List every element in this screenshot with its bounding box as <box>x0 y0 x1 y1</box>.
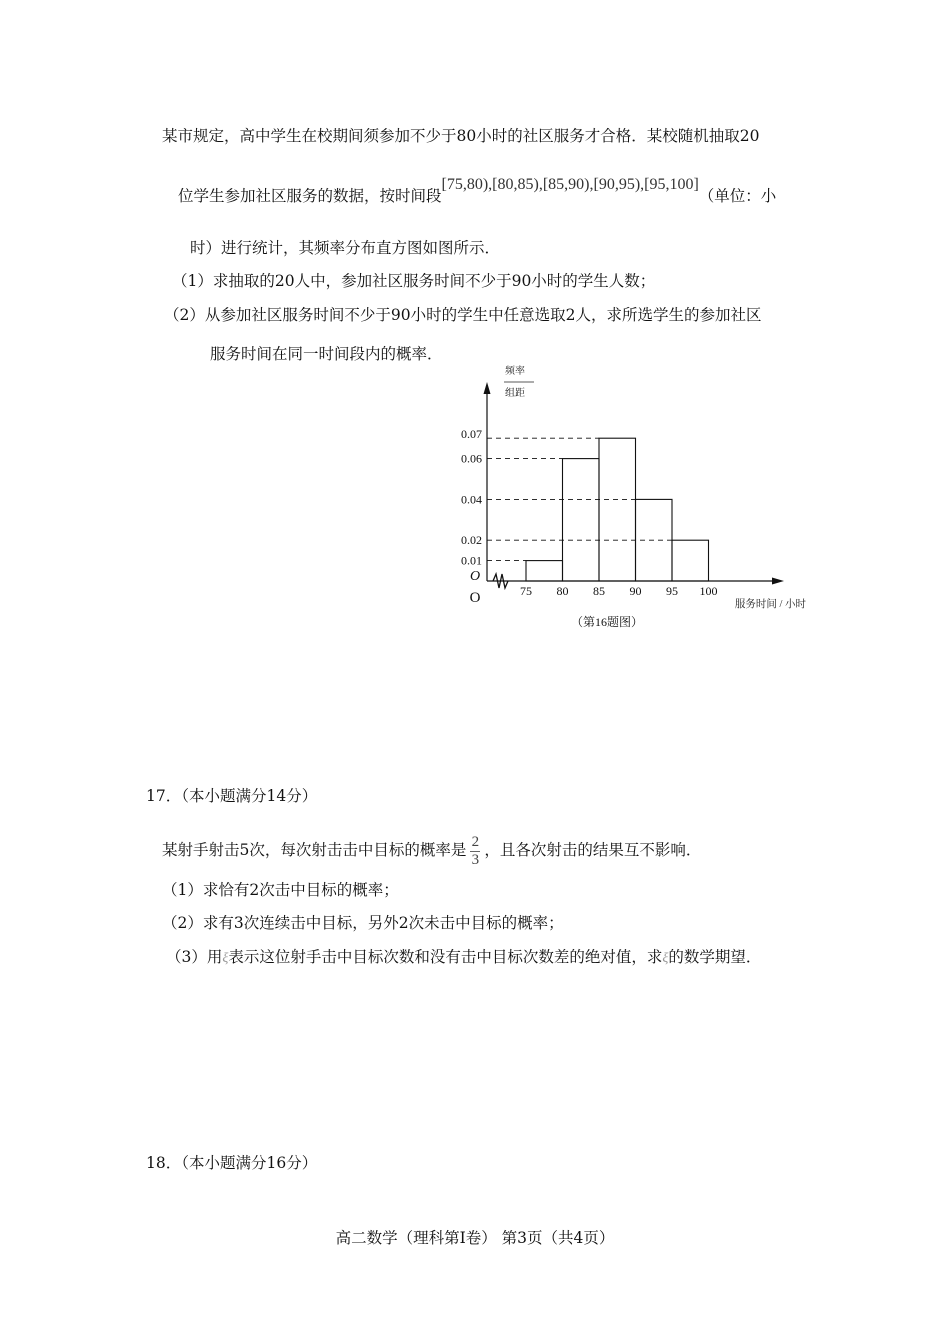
q18-header: 18．（本小题满分16分） <box>146 1154 318 1172</box>
fraction-denominator: 3 <box>471 851 480 868</box>
time-interval-formula: [75,80),[80,85),[85,90),[90,95),[95,100] <box>441 176 699 193</box>
origin-label-italic: O <box>469 569 481 584</box>
xi-symbol: ξ <box>222 951 229 966</box>
x-tick-label: 80 <box>556 584 569 598</box>
q17-header: 17．（本小题满分14分） <box>146 787 318 805</box>
histogram-bar <box>563 459 600 581</box>
q16-line-2-text: 位学生参加社区服务的数据，按时间段 <box>178 187 442 205</box>
x-axis-arrow-icon <box>772 578 784 585</box>
q17-stem <box>162 830 701 870</box>
q16-line-3: 时）进行统计，其频率分布直方图如图所示． <box>190 239 501 257</box>
y-tick-label: 0.04 <box>461 492 482 507</box>
q16-part-2: （2）从参加社区服务时间不少于90小时的学生中任意选取2人，求所选学生的参加社区 <box>164 306 762 324</box>
y-tick-label: 0.02 <box>461 533 482 548</box>
x-tick-label: 85 <box>593 584 605 598</box>
y-tick-label: 0.01 <box>461 553 482 568</box>
histogram-bar <box>672 540 709 581</box>
histogram-bar <box>526 561 563 581</box>
y-axis-arrow-icon <box>484 382 491 394</box>
q16-line-2-unit: （单位：小 <box>698 187 777 205</box>
x-tick-label: 75 <box>520 584 532 598</box>
q17-part-3-c: 的数学期望． <box>668 948 762 966</box>
q17-part-3-a: （3）用 <box>166 948 223 966</box>
x-tick-label: 90 <box>629 584 642 598</box>
x-axis-label: 服务时间 / 小时 <box>734 599 806 610</box>
origin-label: O <box>469 590 481 606</box>
y-tick-label: 0.07 <box>461 427 482 442</box>
xi-symbol-2: ξ <box>662 951 669 966</box>
page-footer: 高二数学（理科第Ⅰ卷） 第3页（共4页） <box>335 1229 615 1247</box>
y-tick-label: 0.06 <box>461 451 482 466</box>
x-tick-label: 100 <box>699 584 718 598</box>
fraction-two-thirds <box>470 834 480 869</box>
y-label-top: 频率 <box>505 366 525 377</box>
x-tick-label: 95 <box>666 584 678 598</box>
q16-part-1: （1）求抽取的20人中，参加社区服务时间不少于90小时的学生人数； <box>172 272 656 290</box>
q17-part-3 <box>166 947 761 969</box>
q17-stem-after: ，且各次射击的结果互不影响． <box>484 841 702 859</box>
q17-part-1: （1）求恰有2次击中目标的概率； <box>162 881 399 899</box>
q16-part-2-cont: 服务时间在同一时间段内的概率． <box>210 345 443 363</box>
frequency-histogram <box>440 358 820 648</box>
fraction-numerator: 2 <box>471 833 480 850</box>
q16-line-1: 某市规定，高中学生在校期间须参加不少于80小时的社区服务才合格．某校随机抽取20 <box>162 127 760 145</box>
q17-stem-before: 某射手射击5次，每次射击击中目标的概率是 <box>162 841 467 859</box>
figure-caption: （第16题图） <box>570 615 644 629</box>
q17-part-2: （2）求有3次连续击中目标，另外2次未击中目标的概率； <box>162 914 564 932</box>
q16-line-2 <box>178 176 777 207</box>
y-label-bottom: 组距 <box>505 388 525 399</box>
histogram-bar <box>599 438 636 581</box>
q17-part-3-b: 表示这位射手击中目标次数和没有击中目标次数差的绝对值，求 <box>228 948 663 966</box>
